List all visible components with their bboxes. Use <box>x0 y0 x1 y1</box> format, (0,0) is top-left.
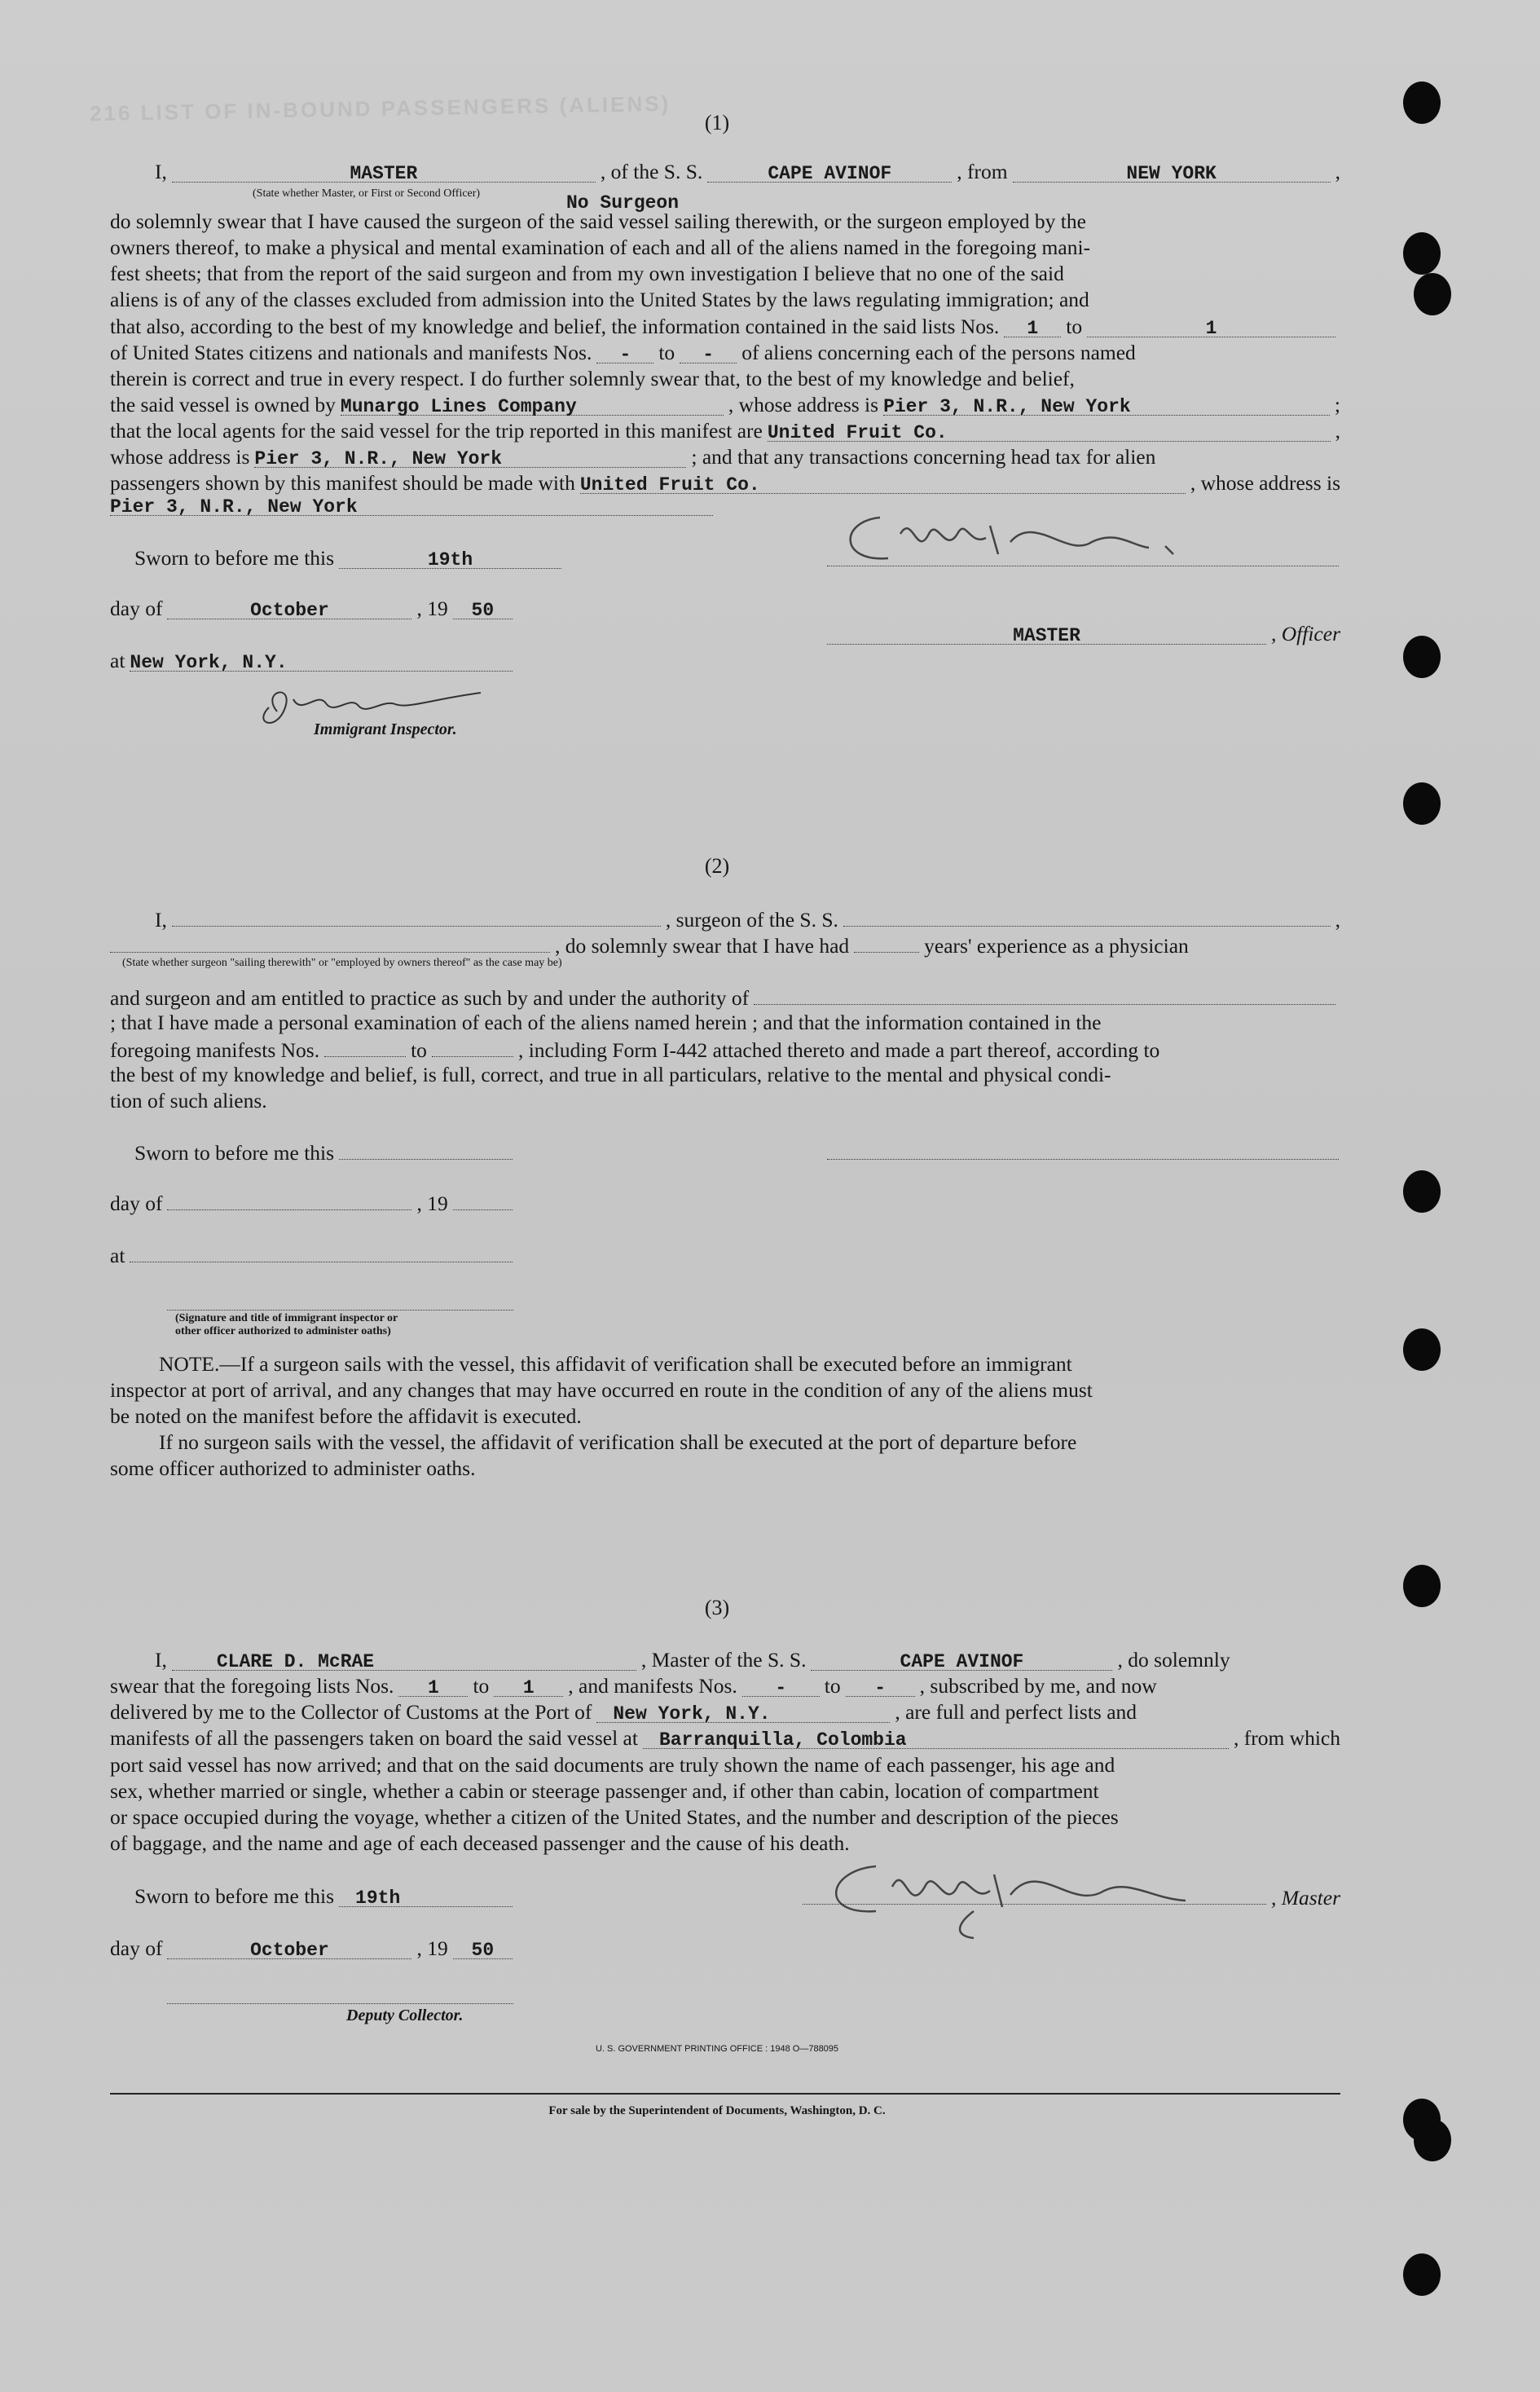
s1-vessel-field: CAPE AVINOF <box>707 162 952 183</box>
s1-line-agents-address: whose address is Pier 3, N.R., New York ; and that any transactions concerning head tax for alien <box>110 445 1156 469</box>
s1-line-agents: that the local agents for the said vessel for the trip reported in this manifest are United Fruit Co. , <box>110 419 1340 443</box>
s2-sig-caption-1: (Signature and title of immigrant inspector or <box>175 1312 398 1324</box>
s3-sworn-month: day of October , 19 50 <box>110 1936 517 1961</box>
s2-signature-line <box>827 1157 1339 1160</box>
section-3-number: (3) <box>704 1596 730 1619</box>
s1-line-owner: the said vessel is owned by Munargo Lines Company , whose address is Pier 3, N.R., New York ; <box>110 393 1340 417</box>
s3-line-2: swear that the foregoing lists Nos. 1 to 1 , and manifests Nos. - to - , subscribed by me, and now <box>110 1674 1157 1698</box>
s2-sworn-place: at <box>110 1242 517 1268</box>
s1-surgeon-insert: No Surgeon <box>566 192 680 214</box>
s2-sig-caption-2: other officer authorized to administer oaths) <box>175 1325 391 1337</box>
faded-header-stamp: 216 LIST OF IN-BOUND PASSENGERS (ALIENS) <box>89 90 671 126</box>
s1-sworn-day: Sworn to before me this 19th <box>110 546 566 570</box>
s1-body: do solemnly swear that I have caused the surgeon of the said vessel sailing therewith, or the surgeon employed by the owners thereof, to make a physical and mental examination of each and all of the aliens named in the foregoing mani- fest sheets; that from the report of the said surgeon and from my own investigation I believe that no one of the said aliens is of any of the classes excluded from admission into the United States by the laws regulating immigration; and <box>110 209 1091 311</box>
s3-body: port said vessel has now arrived; and that on the said documents are truly shown the name of each passenger, his age and sex, whether married or single, whether a cabin or steerage passenger and, if other than cabin, location of compartment or space occupied during the voyage, whether a citizen of the United States, and the number and description of the pieces of baggage, and the name and age of each deceased passenger and the cause of his death. <box>110 1753 1119 1855</box>
punch-hole <box>1403 2253 1441 2296</box>
punch-hole <box>1414 273 1451 315</box>
punch-hole <box>1403 1170 1441 1213</box>
s2-line-3: and surgeon and am entitled to practice as such by and under the authority of <box>110 985 1340 1011</box>
s1-line-headtax: passengers shown by this manifest should be made with United Fruit Co. , whose address is <box>110 471 1340 496</box>
s3-deputy-signature-line <box>167 2002 513 2004</box>
s1-line-headtax-address: Pier 3, N.R., New York <box>110 496 1340 516</box>
s2-line-2: , do solemnly swear that I have had years' experience as a physician <box>110 932 1340 958</box>
footer-rule <box>110 2093 1340 2095</box>
punch-hole <box>1403 782 1441 825</box>
s3-line-3: delivered by me to the Collector of Customs at the Port of New York, N.Y. , are full and perfect lists and <box>110 1700 1137 1725</box>
s3-deputy-caption: Deputy Collector. <box>346 2007 464 2024</box>
punch-hole <box>1403 636 1441 678</box>
s2-line-6: the best of my knowledge and belief, is full, correct, and true in all particulars, relative to the mental and physical condi- <box>110 1063 1111 1086</box>
section-2-number: (2) <box>704 854 730 878</box>
s2-inspector-signature-line <box>167 1308 513 1311</box>
punch-hole <box>1403 1328 1441 1371</box>
s1-sworn-month: day of October , 19 50 <box>110 597 517 621</box>
s3-line-1: I, CLARE D. McRAE , Master of the S. S. CAPE AVINOF , do solemnly <box>155 1648 1230 1672</box>
s1-sworn-place: at New York, N.Y. <box>110 649 517 673</box>
punch-hole <box>1403 232 1441 275</box>
s3-sworn-day: Sworn to before me this 19th <box>110 1884 517 1909</box>
s2-line-4: ; that I have made a personal examination of each of the aliens named herein ; and that the information contained in the <box>110 1011 1102 1034</box>
s1-role-field: MASTER <box>172 162 596 183</box>
master-signature-1 <box>823 497 1230 570</box>
sale-notice: For sale by the Superintendent of Documents, Washington, D. C. <box>548 2104 886 2117</box>
s2-note: (State whether surgeon "sailing therewith" or "employed by owners thereof" as the case may be) <box>122 957 562 969</box>
s1-from-field: NEW YORK <box>1013 162 1331 183</box>
s2-note-paragraph: NOTE.—If a surgeon sails with the vessel, this affidavit of verification shall be executed before an immigrant inspector at port of arrival, and any changes that may have occurred en route in the condition of any of the aliens must be noted on the manifest before the affidavit is executed. If no surgeon sails with the vessel, the affidavit of verification shall be executed at the port of departure before some officer authorized to administer oaths. <box>110 1352 1093 1480</box>
s1-inspector-caption: Immigrant Inspector. <box>314 720 457 738</box>
s3-line-4: manifests of all the passengers taken on board the said vessel at Barranquilla, Colombia , from which <box>110 1726 1340 1751</box>
s3-master-line: , Master <box>803 1884 1340 1910</box>
section-1-number: (1) <box>704 111 730 134</box>
gpo-imprint: U. S. GOVERNMENT PRINTING OFFICE : 1948 O—788095 <box>595 2044 839 2054</box>
s1-line-lists: that also, according to the best of my knowledge and belief, the information contained in the said lists Nos. 1 to 1 <box>110 315 1340 339</box>
punch-hole <box>1414 2119 1451 2161</box>
s1-officer-line: MASTER , Officer <box>827 622 1340 646</box>
s1-role-note: (State whether Master, or First or Second Officer) <box>253 187 481 200</box>
s2-sworn-day: Sworn to before me this <box>110 1139 517 1165</box>
s1-line-7: therein is correct and true in every respect. I do further solemnly swear that, to the best of my knowledge and belief, <box>110 367 1075 390</box>
s2-line-5: foregoing manifests Nos. to , including Form I-442 attached thereto and made a part thereof, according to <box>110 1038 1160 1062</box>
s1-line-manifests: of United States citizens and nationals and manifests Nos. - to - of aliens concerning each of the persons named <box>110 341 1136 365</box>
s1-line-1: I, MASTER , of the S. S. CAPE AVINOF , from NEW YORK , <box>155 160 1340 184</box>
s2-sworn-month: day of , 19 <box>110 1190 517 1216</box>
s2-line-7: tion of such aliens. <box>110 1089 267 1112</box>
s2-line-1: I, , surgeon of the S. S. , <box>155 908 1340 932</box>
